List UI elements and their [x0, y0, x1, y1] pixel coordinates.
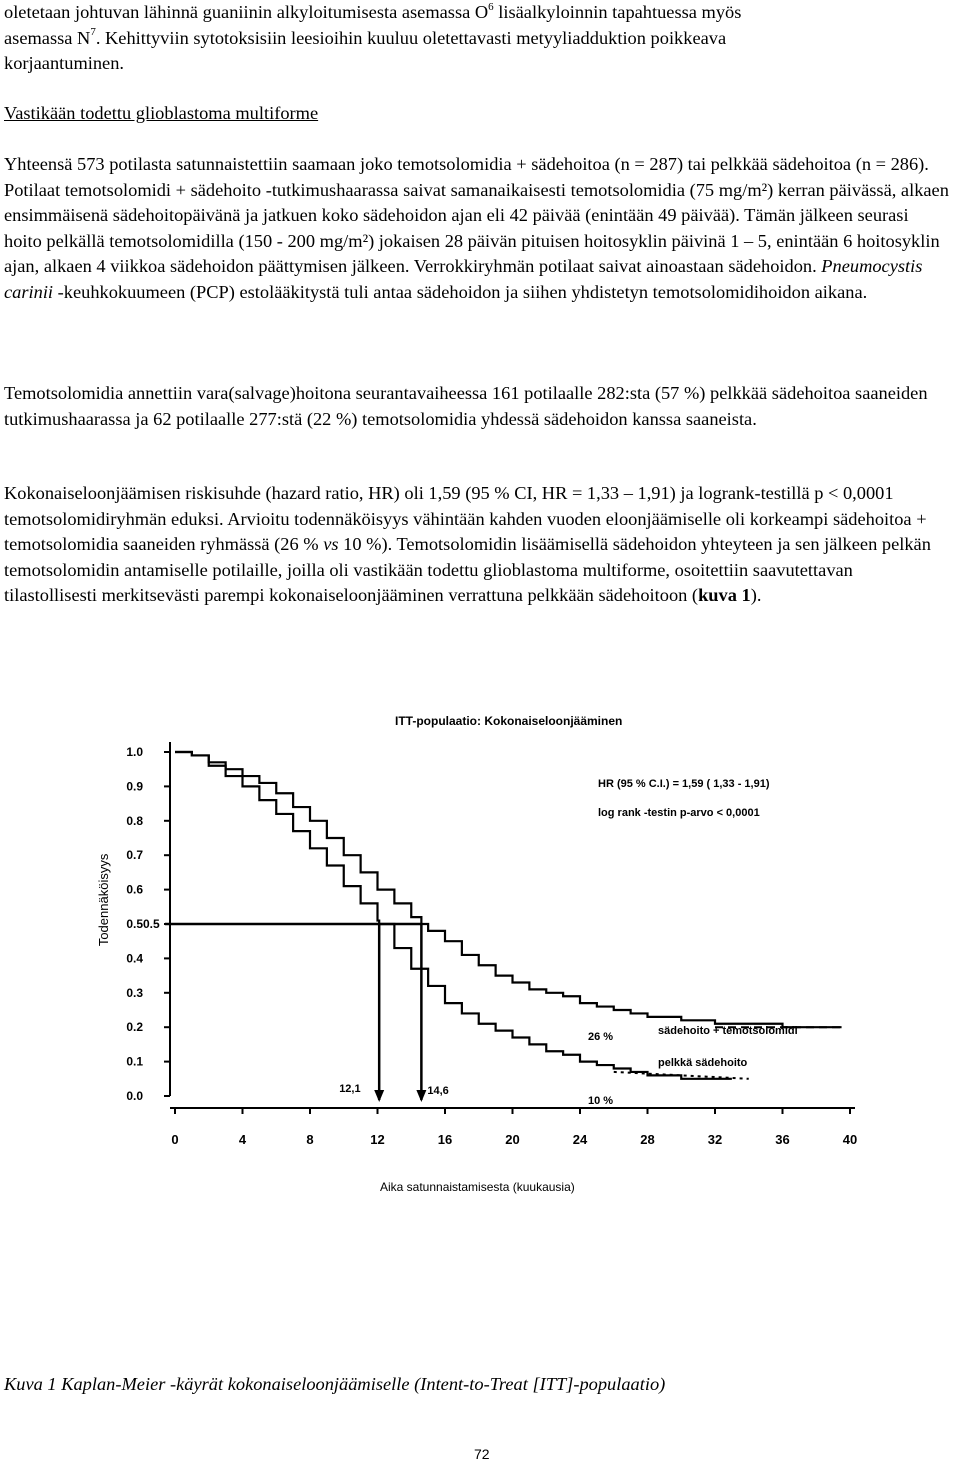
figure-reference: kuva 1 — [698, 585, 751, 606]
hr-annotation: HR (95 % C.I.) = 1,59 ( 1,33 - 1,91) — [598, 778, 770, 790]
legend-label-rt: pelkkä sädehoito — [658, 1057, 748, 1069]
median-label-rt: 12,1 — [339, 1083, 361, 1095]
y-tick-label: 0.0 — [126, 1089, 143, 1103]
y-tick-label: 0.3 — [126, 985, 143, 1000]
text-line: . Kehittyviin sytotoksisiin leesioihin kuuluu oletettavasti metyyliadduktion poikkeava — [95, 27, 727, 48]
paragraph-text: 10 %). Temotsolomidin lisäämisellä sädehoidon yhteyteen ja sen jälkeen pelkän temotsolomidin antamiselle potilaille, joilla oli vastikään todettu glioblastoma multiforme, osoitettiin saavutettavan tilastollisesti merkitsevästi parempi kokonaiseloonjääminen verrattuna pelkkään sädehoitoon ( — [4, 534, 931, 606]
y-tick-label: 0.7 — [126, 848, 143, 863]
y-tick-label: 0.2 — [126, 1020, 143, 1035]
x-tick-label: 28 — [640, 1132, 655, 1147]
chart-title: ITT-populaatio: Kokonaiseloonjääminen — [395, 714, 623, 728]
annotation-10-percent: 10 % — [588, 1095, 614, 1107]
text-line: korjaantuminen. — [4, 53, 125, 74]
x-tick-label: 12 — [370, 1132, 385, 1147]
continuation-paragraph — [4, 0, 949, 77]
text-line: asemassa N — [4, 27, 91, 48]
x-tick-label: 8 — [306, 1132, 314, 1147]
median-level-label: 0.5 — [143, 917, 160, 931]
italic-term: vs — [323, 534, 339, 555]
section-heading: Vastikään todettu glioblastoma multiforme — [4, 103, 319, 123]
x-tick-label: 16 — [437, 1132, 453, 1147]
paragraph-salvage: Temotsolomidia annettiin vara(salvage)hoitona seurantavaiheessa 161 potilaalle 282:sta (57 %) pelkkää sädehoitoa saaneiden tutkimushaarassa ja 62 potilaalle 277:stä (22 %) temotsolomidia yhdessä sädehoidon kanssa saaneista. — [4, 383, 928, 429]
x-tick-label: 24 — [572, 1132, 588, 1147]
x-tick-label: 40 — [842, 1132, 858, 1147]
italic-term: Pneumocystis carinii — [4, 256, 923, 302]
y-tick-label: 1.0 — [126, 745, 143, 759]
kaplan-meier-chart — [0, 640, 960, 1350]
paragraph-text: Kokonaiseloonjäämisen riskisuhde (hazard ratio, HR) oli 1,59 (95 % CI, HR = 1,33 – 1,91) ja logrank-testillä p < 0,0001 temotsolomidiryhmän eduksi. Arvioitu todennäköisyys vähintään kahden vuoden eloonjäämiselle oli korkeampi sädehoitoa + temotsolomidia saaneiden ryhmässä (26 % — [4, 483, 927, 555]
y-tick-label: 0.6 — [126, 882, 143, 897]
paragraph-text: Yhteensä 573 potilasta satunnaistettiin saamaan joko temotsolomidia + sädehoitoa (n = 287) tai pelkkää sädehoitoa (n = 286). Potilaat temotsolomidi + sädehoito -tutkimushaarassa saivat samanaikaisesti temotsolomidia (75 mg/m²) kerran päivässä, alkaen ensimmäisenä sädehoitopäivänä ja jatkuen koko sädehoidon ajan eli 42 päivää (enintään 49 päivää). Tämän jälkeen seurasi hoito pelkällä temotsolomidilla (150 - 200 mg/m²) jokaisen 28 päivän pituisen hoitosyklin päivinä 1 – 5, enintään 6 hoitosyklin ajan, alkaen 4 viikkoa sädehoidon päättymisen jälkeen. Verrokkiryhmän potilaat saivat ainoastaan sädehoidon. — [4, 154, 949, 277]
text-line: oletetaan johtuvan lähinnä guaniinin alkyloitumisesta asemassa O — [4, 2, 489, 22]
median-label-tmz: 14,6 — [427, 1085, 449, 1097]
annotation-26-percent: 26 % — [588, 1031, 614, 1043]
text-line: lisäalkyloinnin tapahtuessa myös — [493, 2, 742, 22]
median-arrow-head — [416, 1090, 426, 1102]
y-tick-label: 0.9 — [126, 779, 143, 794]
x-tick-label: 0 — [171, 1132, 179, 1147]
superscript: 6 — [488, 0, 494, 13]
paragraph-text: -keuhkokuumeen (PCP) estolääkitystä tuli antaa sädehoidon ja siihen yhdistetyn temotsolomidihoidon aikana. — [53, 281, 868, 302]
km-curve-series-2 — [175, 752, 732, 1079]
y-tick-label: 0.4 — [126, 951, 143, 966]
x-tick-label: 4 — [238, 1132, 247, 1147]
x-tick-label: 32 — [707, 1132, 723, 1147]
page-number: 72 — [474, 1446, 490, 1462]
logrank-annotation: log rank -testin p-arvo < 0,0001 — [598, 807, 760, 819]
y-tick-label: 0.1 — [126, 1054, 143, 1069]
x-tick-label: 36 — [775, 1132, 790, 1147]
y-axis-label: Todennäköisyys — [96, 853, 111, 947]
median-arrow-head — [374, 1090, 384, 1102]
figure-caption: Kuva 1 Kaplan-Meier -käyrät kokonaiseloonjäämiselle (Intent-to-Treat [ITT]-populaatio) — [4, 1374, 666, 1394]
legend-label-combined: sädehoito + temotsolomidi — [658, 1025, 798, 1037]
paragraph-study-design — [4, 152, 949, 306]
x-axis-label: Aika satunnaistamisesta (kuukausia) — [380, 1180, 575, 1194]
y-tick-label: 0.5 — [126, 917, 143, 931]
y-tick-label: 0.8 — [126, 813, 143, 828]
km-curve-series-1 — [175, 752, 842, 1027]
paragraph-results — [4, 481, 949, 609]
paragraph-text: ). — [750, 585, 762, 606]
superscript: 7 — [90, 26, 96, 39]
x-tick-label: 20 — [505, 1132, 520, 1147]
